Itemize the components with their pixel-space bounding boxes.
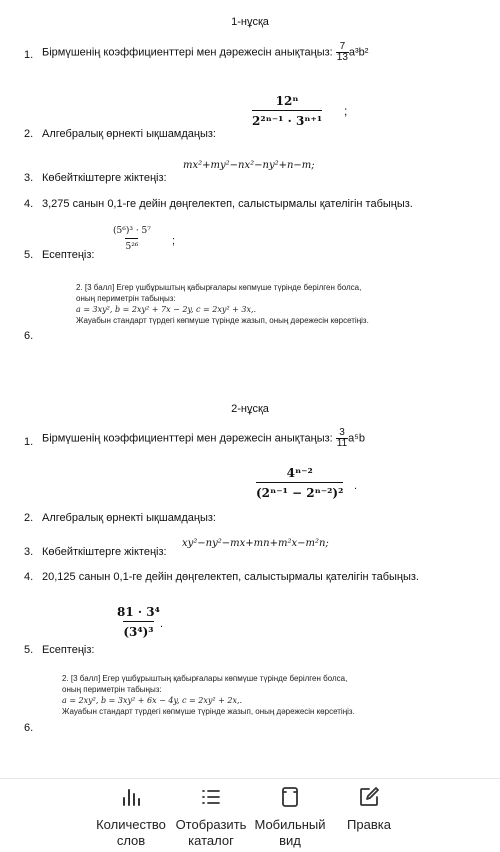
v2-q5-expression bbox=[117, 605, 160, 639]
v2-q4-number: 4. bbox=[24, 571, 34, 583]
v1-q2-expression bbox=[252, 94, 322, 128]
v2-q6-image bbox=[62, 673, 355, 717]
v2-q1-label: Бірмүшенің коэффициенттері мен дәрежесін анықтаңыз: bbox=[42, 432, 333, 445]
v1-q2-denominator: 2²ⁿ⁻¹ · 3ⁿ⁺¹ bbox=[252, 110, 322, 128]
show-catalog-label-line2: каталог bbox=[188, 833, 234, 848]
v2-q2-denominator: (2ⁿ⁻¹ − 2ⁿ⁻²)² bbox=[256, 482, 343, 500]
v1-q1-frac-den: 13 bbox=[336, 52, 348, 63]
v2-q2-numerator: 4ⁿ⁻² bbox=[286, 466, 313, 480]
word-count-button[interactable] bbox=[86, 785, 176, 849]
v2-q5-text: Есептеңіз: bbox=[42, 644, 95, 656]
v2-q5-denominator: (3⁴)³ bbox=[123, 621, 153, 639]
v2-q6-line2: оның периметрін табыңыз: bbox=[62, 685, 162, 694]
v2-q5-tail: . bbox=[160, 618, 164, 630]
v1-q4-number: 4. bbox=[24, 198, 34, 210]
v1-q3-number: 3. bbox=[24, 172, 34, 184]
v1-q6-number: 6. bbox=[24, 330, 34, 342]
v1-q6-line3: a = 3xy², b = 2xy² + 7x − 2y, c = 2xy² + 3x,. bbox=[76, 305, 257, 314]
v1-q1-fraction bbox=[336, 42, 349, 63]
show-catalog-label bbox=[166, 817, 256, 849]
v1-q1-monomial: a³b² bbox=[348, 46, 369, 59]
list-icon bbox=[199, 785, 223, 809]
mobile-view-button[interactable] bbox=[245, 785, 335, 849]
v2-q2-number: 2. bbox=[24, 512, 34, 524]
mobile-view-label-line1: Мобильный bbox=[254, 817, 326, 832]
v2-q1-number: 1. bbox=[24, 436, 34, 448]
v1-q5-tail: ; bbox=[172, 235, 176, 247]
v1-q2-number: 2. bbox=[24, 128, 34, 140]
v2-q5-numerator: 81 · 3⁴ bbox=[117, 605, 160, 619]
v1-q4-text: 3,275 санын 0,1-ге дейін дөңгелектеп, салыстырмалы қателігін табыңыз. bbox=[42, 198, 413, 210]
v2-q4-text: 20,125 санын 0,1-ге дейін дөңгелектеп, салыстырмалы қателігін табыңыз. bbox=[42, 571, 419, 583]
v1-q5-numerator: (5⁶)³ · 5⁷ bbox=[113, 226, 151, 236]
v1-q1-frac-num: 7 bbox=[339, 41, 346, 52]
word-count-label-line2: слов bbox=[116, 833, 146, 848]
v2-q1-text bbox=[42, 428, 365, 449]
v2-q3-expression: xy²−ny²−mx+mn+m²x−m²n; bbox=[182, 538, 329, 549]
v1-q2-text: Алгебралық өрнекті ықшамдаңыз: bbox=[42, 128, 216, 140]
v1-q1-text bbox=[42, 42, 368, 63]
v1-q3-expression: mx²+my²−nx²−ny²+n−m; bbox=[183, 160, 315, 171]
v1-q2-tail: ; bbox=[344, 104, 348, 118]
v1-q5-expression bbox=[113, 226, 151, 252]
bottom-toolbar bbox=[0, 778, 500, 852]
v2-q6-number: 6. bbox=[24, 722, 34, 734]
v2-q3-number: 3. bbox=[24, 546, 34, 558]
v2-q1-frac-num: 3 bbox=[339, 427, 345, 438]
bar-chart-icon bbox=[119, 785, 143, 809]
edit-label bbox=[324, 817, 414, 833]
v2-q2-expression bbox=[256, 466, 343, 500]
v2-q6-line3: a = 2xy², b = 3xy² + 6x − 4y, c = 2xy² + 2x,. bbox=[62, 696, 243, 705]
mobile-view-icon bbox=[278, 785, 302, 809]
v2-q3-text: Көбейткіштерге жіктеңіз: bbox=[42, 546, 167, 558]
v1-q5-denominator: 5²⁶ bbox=[125, 238, 138, 252]
v1-q2-numerator: 12ⁿ bbox=[275, 94, 299, 108]
v2-q6-line4: Жауабын стандарт түрдегі көпмүше түрінде жазып, оның дәрежесін көрсетіңіз. bbox=[62, 707, 355, 716]
v1-q1-label: Бірмүшенің коэффициенттері мен дәрежесін анықтаңыз: bbox=[42, 46, 333, 59]
word-count-label-line1: Количество bbox=[96, 817, 166, 832]
v2-q2-tail: . bbox=[354, 480, 358, 492]
edit-icon bbox=[357, 785, 381, 809]
v1-q5-text: Есептеңіз: bbox=[42, 249, 95, 261]
show-catalog-button[interactable] bbox=[166, 785, 256, 849]
v1-q6-line2: оның периметрін табыңыз: bbox=[76, 294, 176, 303]
mobile-view-label-line2: вид bbox=[279, 833, 301, 848]
v1-q5-number: 5. bbox=[24, 249, 34, 261]
v2-q5-number: 5. bbox=[24, 644, 34, 656]
v2-q1-frac-den: 11 bbox=[336, 438, 348, 449]
v2-q1-fraction bbox=[336, 428, 348, 449]
v1-q6-image bbox=[76, 282, 369, 326]
v1-q6-line1: 2. [3 балл] Егер үшбұрыштың қабырғалары көпмүше түрінде берілген болса, bbox=[76, 283, 362, 292]
edit-button[interactable] bbox=[324, 785, 414, 833]
edit-label-line1: Правка bbox=[347, 817, 391, 832]
v2-q2-text: Алгебралық өрнекті ықшамдаңыз: bbox=[42, 512, 216, 524]
v2-q1-monomial: a⁵b bbox=[348, 432, 365, 445]
variant-2-title: 2-нұсқа bbox=[231, 403, 269, 415]
v1-q1-number: 1. bbox=[24, 49, 34, 61]
mobile-view-label bbox=[245, 817, 335, 849]
v1-q3-text: Көбейткіштерге жіктеңіз: bbox=[42, 172, 167, 184]
word-count-label bbox=[86, 817, 176, 849]
variant-1-title: 1-нұсқа bbox=[231, 16, 269, 28]
show-catalog-label-line1: Отобразить bbox=[175, 817, 247, 832]
v1-q6-line4: Жауабын стандарт түрдегі көпмүше түрінде жазып, оның дәрежесін көрсетіңіз. bbox=[76, 316, 369, 325]
v2-q6-line1: 2. [3 балл] Егер үшбұрыштың қабырғалары көпмүше түрінде берілген болса, bbox=[62, 674, 348, 683]
